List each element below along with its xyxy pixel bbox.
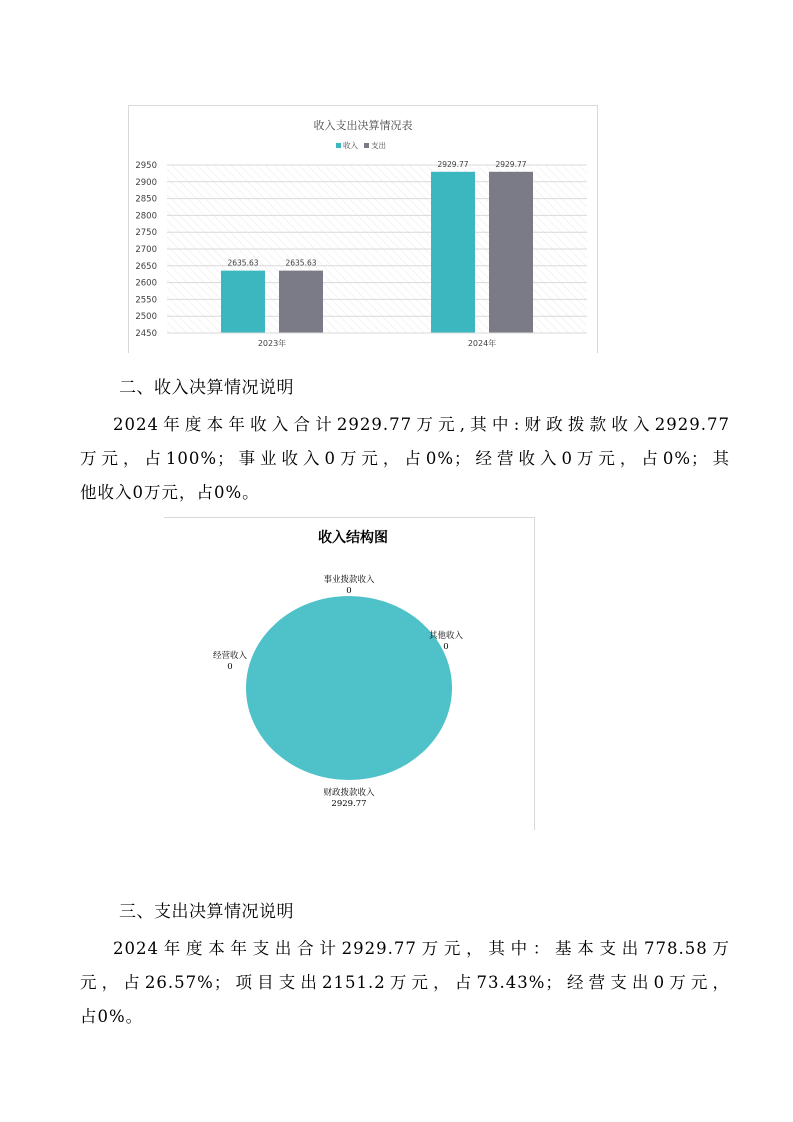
y-tick-label: 2550 xyxy=(135,295,157,306)
pie-slice-0 xyxy=(246,596,452,780)
income-line-2: 万元，占100%；事业收入0万元，占0%；经营收入0万元，占0%；其 xyxy=(80,449,730,468)
pie-label-value: 0 xyxy=(227,662,233,672)
income-expenditure-bar-chart xyxy=(128,105,598,353)
bar-data-label: 2929.77 xyxy=(437,159,469,169)
y-tick-label: 2800 xyxy=(135,211,157,222)
bar-2023年-支出 xyxy=(279,271,323,333)
legend-swatch-0 xyxy=(336,143,341,148)
y-tick-label: 2600 xyxy=(135,278,157,289)
expenditure-line-3: 占0%。 xyxy=(80,1007,144,1026)
bar-2024年-支出 xyxy=(489,172,533,333)
bar-chart-svg xyxy=(129,106,597,353)
pie-chart-svg xyxy=(164,518,534,830)
y-tick-label: 2850 xyxy=(135,194,157,205)
pie-label-name: 事业拨款收入 xyxy=(323,575,375,585)
y-tick-label: 2450 xyxy=(135,329,157,339)
pie-label-name: 经营收入 xyxy=(212,651,248,661)
bar-chart-legend xyxy=(336,140,386,150)
x-category-label: 2023年 xyxy=(257,339,287,348)
pie-label-name: 其他收入 xyxy=(428,631,464,641)
pie-label-value: 0 xyxy=(443,642,449,652)
expenditure-line-2: 元，占26.57%；项目支出2151.2万元，占73.43%；经营支出0万元， xyxy=(80,973,730,992)
income-structure-pie-chart xyxy=(164,517,535,830)
legend-swatch-1 xyxy=(364,143,369,148)
bar-2024年-收入 xyxy=(431,172,475,333)
y-tick-label: 2750 xyxy=(135,228,157,239)
expenditure-section-paragraph xyxy=(80,932,730,1034)
income-section-paragraph xyxy=(80,408,730,510)
pie-label-name: 财政拨款收入 xyxy=(323,788,375,798)
income-line-3: 他收入0万元，占0%。 xyxy=(80,483,260,502)
bar-chart-title: 收入支出决算情况表 xyxy=(313,119,413,132)
pie-label-value: 0 xyxy=(346,586,352,596)
y-tick-label: 2650 xyxy=(135,261,157,272)
y-tick-label: 2900 xyxy=(135,177,157,188)
pie-label-value: 2929.77 xyxy=(331,799,367,809)
legend-label-0: 收入 xyxy=(343,141,358,150)
income-line-1: 2024年度本年收入合计2929.77万元,其中:财政拨款收入2929.77 xyxy=(113,415,730,434)
bar-2023年-收入 xyxy=(221,271,265,333)
pie-chart-body xyxy=(213,574,464,809)
expenditure-section-heading: 三、支出决算情况说明 xyxy=(119,902,294,922)
y-tick-label: 2950 xyxy=(135,161,157,171)
expenditure-line-1: 2024年度本年支出合计2929.77万元，其中：基本支出778.58万 xyxy=(113,939,730,958)
y-tick-label: 2500 xyxy=(135,312,157,323)
pie-chart-title: 收入结构图 xyxy=(318,530,388,546)
bar-data-label: 2929.77 xyxy=(495,159,527,169)
legend-label-1: 支出 xyxy=(371,141,386,150)
bar-data-label: 2635.63 xyxy=(227,258,259,268)
x-category-label: 2024年 xyxy=(467,339,497,348)
bar-data-label: 2635.63 xyxy=(285,258,317,268)
y-tick-label: 2700 xyxy=(135,245,157,255)
bar-chart-plot-area xyxy=(135,160,587,348)
income-section-heading: 二、收入决算情况说明 xyxy=(119,378,294,398)
